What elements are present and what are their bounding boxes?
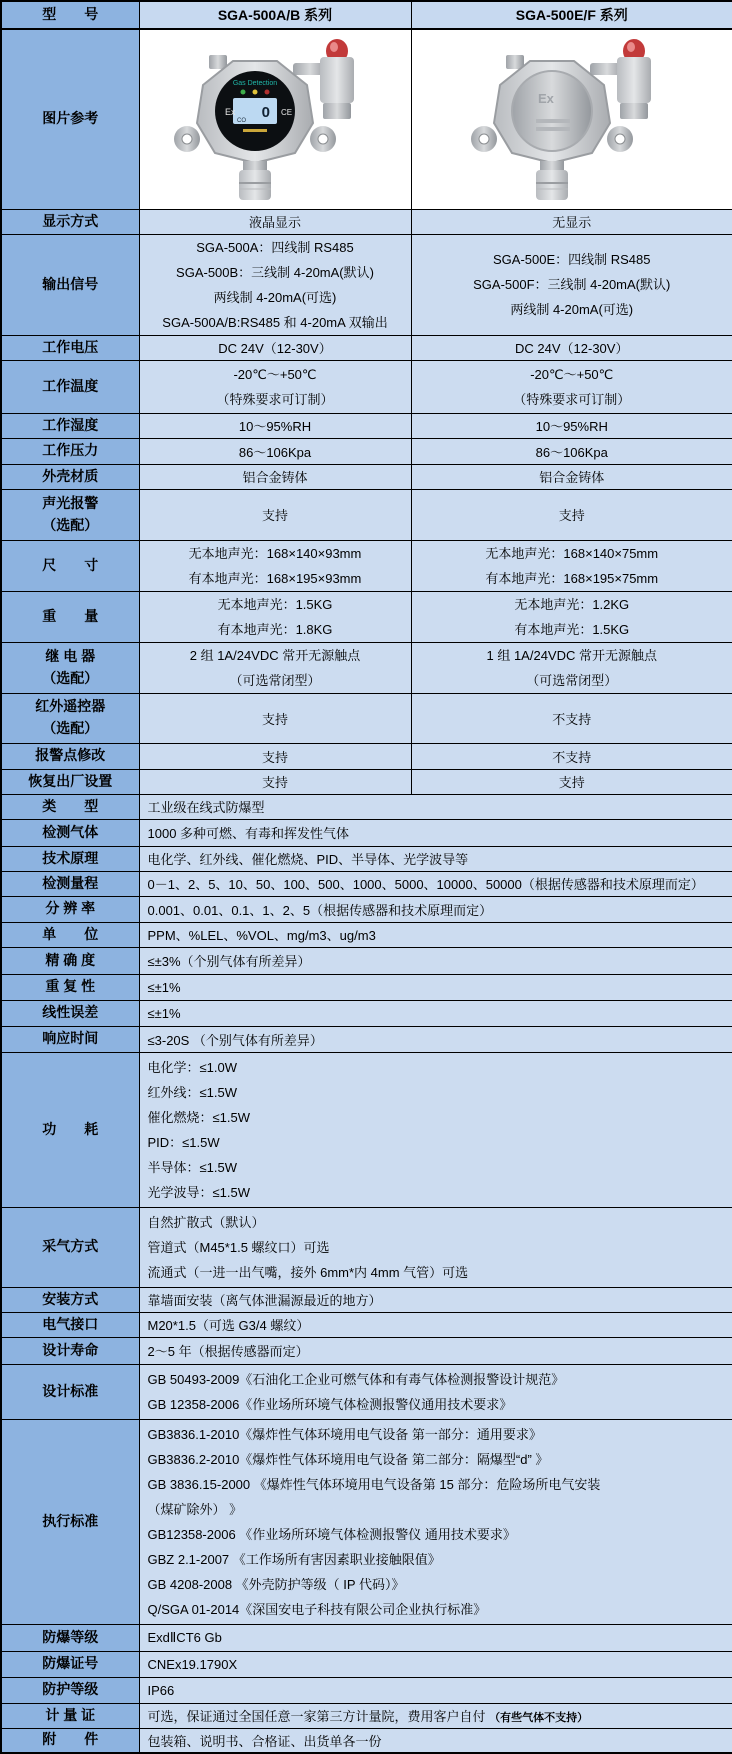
cell-ef: 铝合金铸体 xyxy=(411,464,732,489)
row-label: 防爆等级 xyxy=(1,1624,139,1651)
row-label: 采气方式 xyxy=(1,1207,139,1287)
gas-detector-ef-illustration xyxy=(452,33,692,205)
table-row xyxy=(1,1677,732,1703)
label-line: 红外遥控器 xyxy=(2,696,139,718)
cell-span: 0－1、2、5、10、50、100、500、1000、5000、10000、50000（根据传感器和技术原理而定） xyxy=(139,871,732,896)
alarm-led xyxy=(253,90,258,95)
table-row xyxy=(1,922,732,947)
row-label: 报警点修改 xyxy=(1,743,139,769)
cell-line: 管道式（M45*1.5 螺纹口）可选 xyxy=(148,1235,725,1260)
cell-span: CNEx19.1790X xyxy=(139,1651,732,1677)
cell-line: 有本地声光：1.8KG xyxy=(140,617,411,642)
row-label: 设计标准 xyxy=(1,1364,139,1419)
cell-line: 2 组 1A/24VDC 常开无源触点 xyxy=(140,643,411,668)
sensor-head xyxy=(536,161,568,200)
cell-line: 有本地声光：168×195×75mm xyxy=(412,566,732,591)
table-row xyxy=(1,1287,732,1312)
row-label: 响应时间 xyxy=(1,1026,139,1052)
cell-span: ≤±3%（个别气体有所差异） xyxy=(139,947,732,974)
row-label: 电气接口 xyxy=(1,1312,139,1337)
row-label: 工作温度 xyxy=(1,360,139,413)
cell-line: SGA-500F：三线制 4-20mA(默认) xyxy=(412,272,732,297)
cell-line: （特殊要求可订制） xyxy=(140,387,411,412)
cell-ab: 10～95%RH xyxy=(139,413,411,438)
row-label: 单 位 xyxy=(1,922,139,947)
power-led xyxy=(241,90,246,95)
row-label: 重 复 性 xyxy=(1,974,139,1000)
cell-ab: 铝合金铸体 xyxy=(139,464,411,489)
cell-ef xyxy=(411,591,732,642)
device-photo-ef xyxy=(411,29,732,209)
cell-span: 靠墙面安装（离气体泄漏源最近的地方） xyxy=(139,1287,732,1312)
cell-line: 半导体：≤1.5W xyxy=(148,1155,725,1180)
cell-line: -20℃～+50℃ xyxy=(412,362,732,387)
sensor-head xyxy=(239,161,271,200)
table-row xyxy=(1,1364,732,1419)
ex-mark: Ex xyxy=(538,91,555,106)
table-header-row xyxy=(1,1,732,29)
cell-line: Q/SGA 01-2014《深国安电子科技有限公司企业执行标准》 xyxy=(148,1597,725,1622)
lcd-value: 0 xyxy=(262,104,270,121)
cell-line: 自然扩散式（默认） xyxy=(148,1210,725,1235)
row-label xyxy=(1,693,139,743)
cell-line: （可选常闭型） xyxy=(412,668,732,693)
table-row xyxy=(1,1624,732,1651)
cell-line: PID：≤1.5W xyxy=(148,1130,725,1155)
cell-line: -20℃～+50℃ xyxy=(140,362,411,387)
table-row xyxy=(1,1337,732,1364)
table-row xyxy=(1,464,732,489)
cell-line: 1 组 1A/24VDC 常开无源触点 xyxy=(412,643,732,668)
model-header-label: 型 号 xyxy=(1,1,139,29)
cell-span: 1000 多种可燃、有毒和挥发性气体 xyxy=(139,819,732,846)
row-label xyxy=(1,642,139,693)
cell-line: 无本地声光：168×140×75mm xyxy=(412,541,732,566)
row-label: 设计寿命 xyxy=(1,1337,139,1364)
table-row xyxy=(1,540,732,591)
cell-span: ≤3-20S （个别气体有所差异） xyxy=(139,1026,732,1052)
cell-span xyxy=(139,1703,732,1728)
cell-line: 无本地声光：168×140×93mm xyxy=(140,541,411,566)
cell-span: ≤±1% xyxy=(139,974,732,1000)
cell-ef xyxy=(411,642,732,693)
cell-line: SGA-500A/B:RS485 和 4-20mA 双输出 xyxy=(140,310,411,335)
label-line: （选配） xyxy=(2,515,139,537)
row-label: 尺 寸 xyxy=(1,540,139,591)
table-row xyxy=(1,413,732,438)
row-label: 分 辨 率 xyxy=(1,896,139,922)
row-label: 功 耗 xyxy=(1,1052,139,1207)
series-ab-header: SGA-500A/B 系列 xyxy=(139,1,411,29)
table-row xyxy=(1,642,732,693)
table-row xyxy=(1,1703,732,1728)
ex-mark: Ex xyxy=(225,107,236,117)
table-row xyxy=(1,794,732,819)
row-label: 检测气体 xyxy=(1,819,139,846)
row-label: 恢复出厂设置 xyxy=(1,769,139,794)
table-row xyxy=(1,743,732,769)
cell-line: GB3836.1-2010《爆炸性气体环境用电气设备 第一部分：通用要求》 xyxy=(148,1422,725,1447)
cell-line: 有本地声光：1.5KG xyxy=(412,617,732,642)
cell-span: IP66 xyxy=(139,1677,732,1703)
cell-line: GB 4208-2008 《外壳防护等级（ IP 代码）》 xyxy=(148,1572,725,1597)
cell-span: 0.001、0.01、0.1、1、2、5（根据传感器和技术原理而定） xyxy=(139,896,732,922)
cell-line: （煤矿除外） 》 xyxy=(148,1497,725,1522)
fault-led xyxy=(265,90,270,95)
row-label: 线性误差 xyxy=(1,1000,139,1026)
label-line: 继 电 器 xyxy=(2,646,139,668)
cell-line: 红外线：≤1.5W xyxy=(148,1080,725,1105)
row-label: 精 确 度 xyxy=(1,947,139,974)
cell-line: 有本地声光：168×195×93mm xyxy=(140,566,411,591)
row-label: 类 型 xyxy=(1,794,139,819)
table-row xyxy=(1,871,732,896)
cell-ab xyxy=(139,591,411,642)
label-line: （选配） xyxy=(2,668,139,690)
cell-ab xyxy=(139,540,411,591)
table-row xyxy=(1,769,732,794)
table-row xyxy=(1,974,732,1000)
row-label: 防爆证号 xyxy=(1,1651,139,1677)
cell-ab: 液晶显示 xyxy=(139,209,411,234)
cell-span: 2～5 年（根据传感器而定） xyxy=(139,1337,732,1364)
table-row xyxy=(1,209,732,234)
row-label: 计 量 证 xyxy=(1,1703,139,1728)
cell-line: GB 12358-2006《作业场所环境气体检测报警仪通用技术要求》 xyxy=(148,1392,725,1417)
ce-mark: CE xyxy=(281,108,292,117)
cell-line: 流通式（一进一出气嘴，接外 6mm*内 4mm 气管）可选 xyxy=(148,1260,725,1285)
table-row xyxy=(1,591,732,642)
row-label: 检测量程 xyxy=(1,871,139,896)
table-row xyxy=(1,1419,732,1624)
cell-line: 光学波导：≤1.5W xyxy=(148,1180,725,1205)
cell-span: M20*1.5（可选 G3/4 螺纹） xyxy=(139,1312,732,1337)
row-label: 工作压力 xyxy=(1,438,139,464)
cell-span: PPM、%LEL、%VOL、mg/m3、ug/m3 xyxy=(139,922,732,947)
cell-span xyxy=(139,1052,732,1207)
cell-ab: 86～106Kpa xyxy=(139,438,411,464)
image-reference-row xyxy=(1,29,732,209)
table-row xyxy=(1,1651,732,1677)
cell-span xyxy=(139,1207,732,1287)
screen-brand-text: Gas Detection xyxy=(233,80,277,87)
cell-ab: 支持 xyxy=(139,743,411,769)
row-label: 附 件 xyxy=(1,1728,139,1753)
cell-line: GB 3836.15-2000 《爆炸性气体环境用电气设备第 15 部分：危险场所电气安装 xyxy=(148,1472,725,1497)
cell-ef: 10～95%RH xyxy=(411,413,732,438)
table-row xyxy=(1,1312,732,1337)
cell-ef: 支持 xyxy=(411,489,732,540)
cell-span: ExdⅡCT6 Gb xyxy=(139,1624,732,1651)
row-label: 防护等级 xyxy=(1,1677,139,1703)
cell-ef: 无显示 xyxy=(411,209,732,234)
device-photo-ab xyxy=(139,29,411,209)
cell-line: GB 50493-2009《石油化工企业可燃气体和有毒气体检测报警设计规范》 xyxy=(148,1367,725,1392)
table-row xyxy=(1,1000,732,1026)
cell-line: 无本地声光：1.2KG xyxy=(412,592,732,617)
cell-ef xyxy=(411,234,732,335)
lcd-gas-label: CO xyxy=(237,118,246,124)
cell-span: 工业级在线式防爆型 xyxy=(139,794,732,819)
cell-span: 电化学、红外线、催化燃烧、PID、半导体、光学波导等 xyxy=(139,846,732,871)
table-row xyxy=(1,1026,732,1052)
cell-line: GB3836.2-2010《爆炸性气体环境用电气设备 第二部分：隔爆型“d” 》 xyxy=(148,1447,725,1472)
display-face xyxy=(215,71,295,151)
table-row xyxy=(1,1207,732,1287)
cell-ef: 不支持 xyxy=(411,743,732,769)
cell-span xyxy=(139,1364,732,1419)
cell-ab xyxy=(139,642,411,693)
cell-ab: 支持 xyxy=(139,489,411,540)
cell-ab: DC 24V（12-30V） xyxy=(139,335,411,360)
cell-ab xyxy=(139,360,411,413)
metering-text: 可选，保证通过全国任意一家第三方计量院，费用客户自付 xyxy=(148,1709,486,1724)
cell-line: SGA-500E：四线制 RS485 xyxy=(412,247,732,272)
row-label: 技术原理 xyxy=(1,846,139,871)
cell-ab: 支持 xyxy=(139,769,411,794)
row-label: 重 量 xyxy=(1,591,139,642)
cell-ef xyxy=(411,360,732,413)
table-row xyxy=(1,1052,732,1207)
row-label: 工作电压 xyxy=(1,335,139,360)
cell-ab xyxy=(139,234,411,335)
alarm-beacon xyxy=(617,39,651,119)
row-label: 显示方式 xyxy=(1,209,139,234)
cell-ef: DC 24V（12-30V） xyxy=(411,335,732,360)
cell-ef: 支持 xyxy=(411,769,732,794)
table-row xyxy=(1,360,732,413)
cell-line: SGA-500A：四线制 RS485 xyxy=(140,235,411,260)
cell-ab: 支持 xyxy=(139,693,411,743)
cell-line: 催化燃烧：≤1.5W xyxy=(148,1105,725,1130)
cell-span xyxy=(139,1419,732,1624)
table-row xyxy=(1,693,732,743)
table-row xyxy=(1,947,732,974)
cell-ef xyxy=(411,540,732,591)
gas-detector-ab-illustration xyxy=(155,33,395,205)
cell-line: SGA-500B：三线制 4-20mA(默认) xyxy=(140,260,411,285)
table-row xyxy=(1,489,732,540)
alarm-beacon xyxy=(320,39,354,119)
table-row xyxy=(1,438,732,464)
table-row xyxy=(1,819,732,846)
label-line: 声光报警 xyxy=(2,493,139,515)
cell-line: 两线制 4-20mA(可选) xyxy=(412,297,732,322)
table-row xyxy=(1,335,732,360)
blank-face xyxy=(512,71,592,151)
cell-span: ≤±1% xyxy=(139,1000,732,1026)
label-line: （选配） xyxy=(2,718,139,740)
table-row xyxy=(1,234,732,335)
row-label: 外壳材质 xyxy=(1,464,139,489)
row-label: 输出信号 xyxy=(1,234,139,335)
row-label: 安装方式 xyxy=(1,1287,139,1312)
lcd-status-bar xyxy=(243,129,267,132)
row-label: 执行标准 xyxy=(1,1419,139,1624)
row-label: 工作湿度 xyxy=(1,413,139,438)
cell-ef: 不支持 xyxy=(411,693,732,743)
row-label xyxy=(1,489,139,540)
cell-span: 包装箱、说明书、合格证、出货单各一份 xyxy=(139,1728,732,1753)
embossed-text-line xyxy=(536,119,570,123)
cell-line: 无本地声光：1.5KG xyxy=(140,592,411,617)
table-row xyxy=(1,846,732,871)
table-row xyxy=(1,896,732,922)
cell-line: GBZ 2.1-2007 《工作场所有害因素职业接触限值》 xyxy=(148,1547,725,1572)
cell-line: GB12358-2006 《作业场所环境气体检测报警仪 通用技术要求》 xyxy=(148,1522,725,1547)
cell-line: （可选常闭型） xyxy=(140,668,411,693)
cell-line: 两线制 4-20mA(可选) xyxy=(140,285,411,310)
image-row-label: 图片参考 xyxy=(1,29,139,209)
embossed-text-line xyxy=(536,127,570,131)
series-ef-header: SGA-500E/F 系列 xyxy=(411,1,732,29)
metering-note: （有些气体不支持） xyxy=(489,1712,588,1724)
cell-line: 电化学：≤1.0W xyxy=(148,1055,725,1080)
cell-ef: 86～106Kpa xyxy=(411,438,732,464)
cell-line: （特殊要求可订制） xyxy=(412,387,732,412)
